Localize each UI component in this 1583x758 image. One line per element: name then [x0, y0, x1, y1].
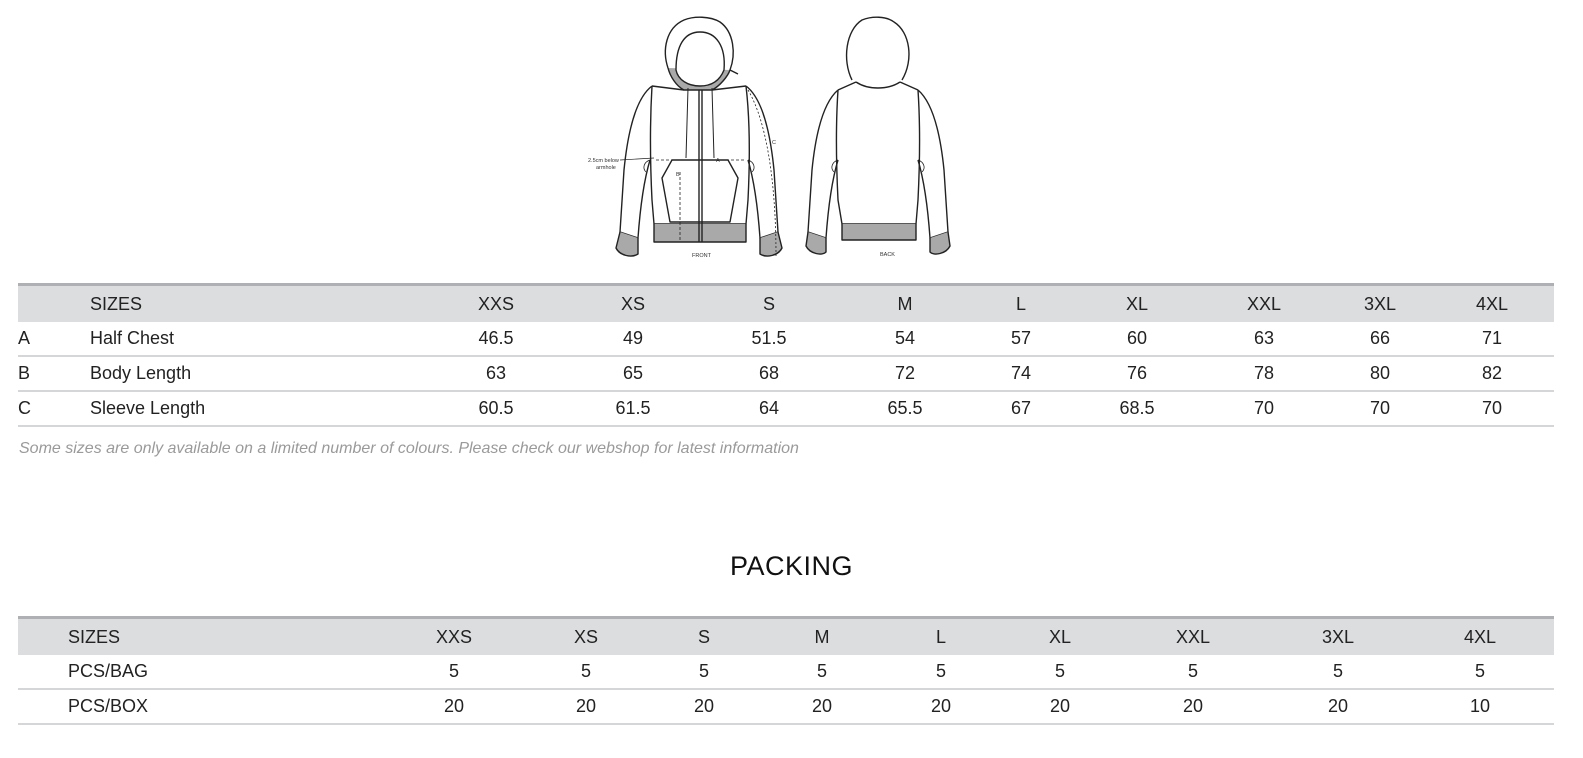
table-cell: 54	[844, 322, 966, 356]
front-caption: FRONT	[692, 253, 711, 259]
back-caption: BACK	[880, 252, 895, 258]
table-cell: 10	[1406, 689, 1554, 724]
table-cell: 72	[844, 356, 966, 391]
row-spacer	[18, 655, 68, 689]
size-col-xl: XL	[1048, 626, 1072, 647]
row-label: Half Chest	[90, 322, 420, 356]
table-row	[18, 391, 1554, 426]
table-cell: 5	[530, 655, 642, 689]
table-cell: 60	[1076, 322, 1198, 356]
size-col-3xl: 3XL	[1321, 626, 1355, 647]
size-table-header	[18, 285, 1554, 323]
table-cell: 66	[1330, 322, 1430, 356]
table-cell: 20	[1270, 689, 1406, 724]
availability-note: Some sizes are only available on a limited number of colours. Please check our webshop for latest information	[19, 440, 799, 457]
size-col-xxl: XXL	[1175, 626, 1211, 647]
header-sizes-label: SIZES	[68, 626, 121, 647]
table-cell: 80	[1330, 356, 1430, 391]
table-cell: 63	[420, 356, 572, 391]
measure-note-line2: armhole	[596, 165, 616, 171]
table-cell: 76	[1076, 356, 1198, 391]
size-col-4xl: 4XL	[1463, 626, 1497, 647]
hoodie-diagram	[580, 10, 980, 272]
size-col-xxs: XXS	[477, 293, 515, 314]
table-cell: 70	[1198, 391, 1330, 426]
size-col-xl: XL	[1125, 293, 1149, 314]
size-col-xs: XS	[573, 626, 598, 647]
table-cell: 60.5	[420, 391, 572, 426]
table-cell: 5	[766, 655, 878, 689]
size-chart-table	[18, 283, 1554, 427]
table-cell: 20	[766, 689, 878, 724]
packing-table	[18, 616, 1554, 725]
table-cell: 68	[694, 356, 844, 391]
table-cell: 61.5	[572, 391, 694, 426]
size-col-xxs: XXS	[435, 626, 473, 647]
table-cell: 20	[642, 689, 766, 724]
callout-c: C	[772, 140, 776, 146]
size-col-s: S	[762, 293, 775, 314]
table-cell: 51.5	[694, 322, 844, 356]
table-cell: 5	[378, 655, 530, 689]
callout-b: B	[676, 172, 680, 178]
table-cell: 20	[1116, 689, 1270, 724]
row-label: PCS/BOX	[68, 689, 378, 724]
table-cell: 5	[1004, 655, 1116, 689]
table-cell: 64	[694, 391, 844, 426]
table-row	[18, 356, 1554, 391]
hoodie-illustration	[580, 10, 980, 272]
table-cell: 5	[1270, 655, 1406, 689]
row-code: B	[18, 356, 90, 391]
table-row	[18, 322, 1554, 356]
table-cell: 46.5	[420, 322, 572, 356]
hoodie-back	[806, 17, 950, 254]
table-cell: 20	[1004, 689, 1116, 724]
table-cell: 65	[572, 356, 694, 391]
callout-a: A	[716, 158, 720, 164]
header-code-cell	[18, 285, 90, 323]
table-cell: 20	[378, 689, 530, 724]
size-col-m: M	[814, 626, 830, 647]
size-col-m: M	[897, 293, 913, 314]
size-col-l: L	[1015, 293, 1026, 314]
table-cell: 70	[1330, 391, 1430, 426]
size-col-s: S	[697, 626, 710, 647]
table-cell: 5	[1406, 655, 1554, 689]
row-spacer	[18, 689, 68, 724]
hoodie-front	[616, 17, 782, 256]
size-col-l: L	[935, 626, 946, 647]
table-cell: 78	[1198, 356, 1330, 391]
table-cell: 5	[878, 655, 1004, 689]
table-cell: 65.5	[844, 391, 966, 426]
table-row	[18, 655, 1554, 689]
row-code: A	[18, 322, 90, 356]
table-cell: 63	[1198, 322, 1330, 356]
packing-title: PACKING	[729, 551, 854, 581]
row-code: C	[18, 391, 90, 426]
table-cell: 20	[530, 689, 642, 724]
table-cell: 20	[878, 689, 1004, 724]
table-cell: 5	[642, 655, 766, 689]
header-spacer-cell	[18, 618, 68, 656]
table-cell: 74	[966, 356, 1076, 391]
size-col-4xl: 4XL	[1475, 293, 1509, 314]
size-col-3xl: 3XL	[1363, 293, 1397, 314]
row-label: PCS/BAG	[68, 655, 378, 689]
measure-note-line1: 2.5cm below	[588, 158, 619, 164]
table-row	[18, 689, 1554, 724]
header-sizes-label: SIZES	[90, 293, 143, 314]
table-cell: 49	[572, 322, 694, 356]
table-cell: 82	[1430, 356, 1554, 391]
packing-table-header	[18, 618, 1554, 656]
table-cell: 67	[966, 391, 1076, 426]
table-cell: 5	[1116, 655, 1270, 689]
table-cell: 68.5	[1076, 391, 1198, 426]
row-label: Sleeve Length	[90, 391, 420, 426]
size-col-xxl: XXL	[1246, 293, 1282, 314]
row-label: Body Length	[90, 356, 420, 391]
size-col-xs: XS	[620, 293, 645, 314]
table-cell: 57	[966, 322, 1076, 356]
table-cell: 71	[1430, 322, 1554, 356]
table-cell: 70	[1430, 391, 1554, 426]
